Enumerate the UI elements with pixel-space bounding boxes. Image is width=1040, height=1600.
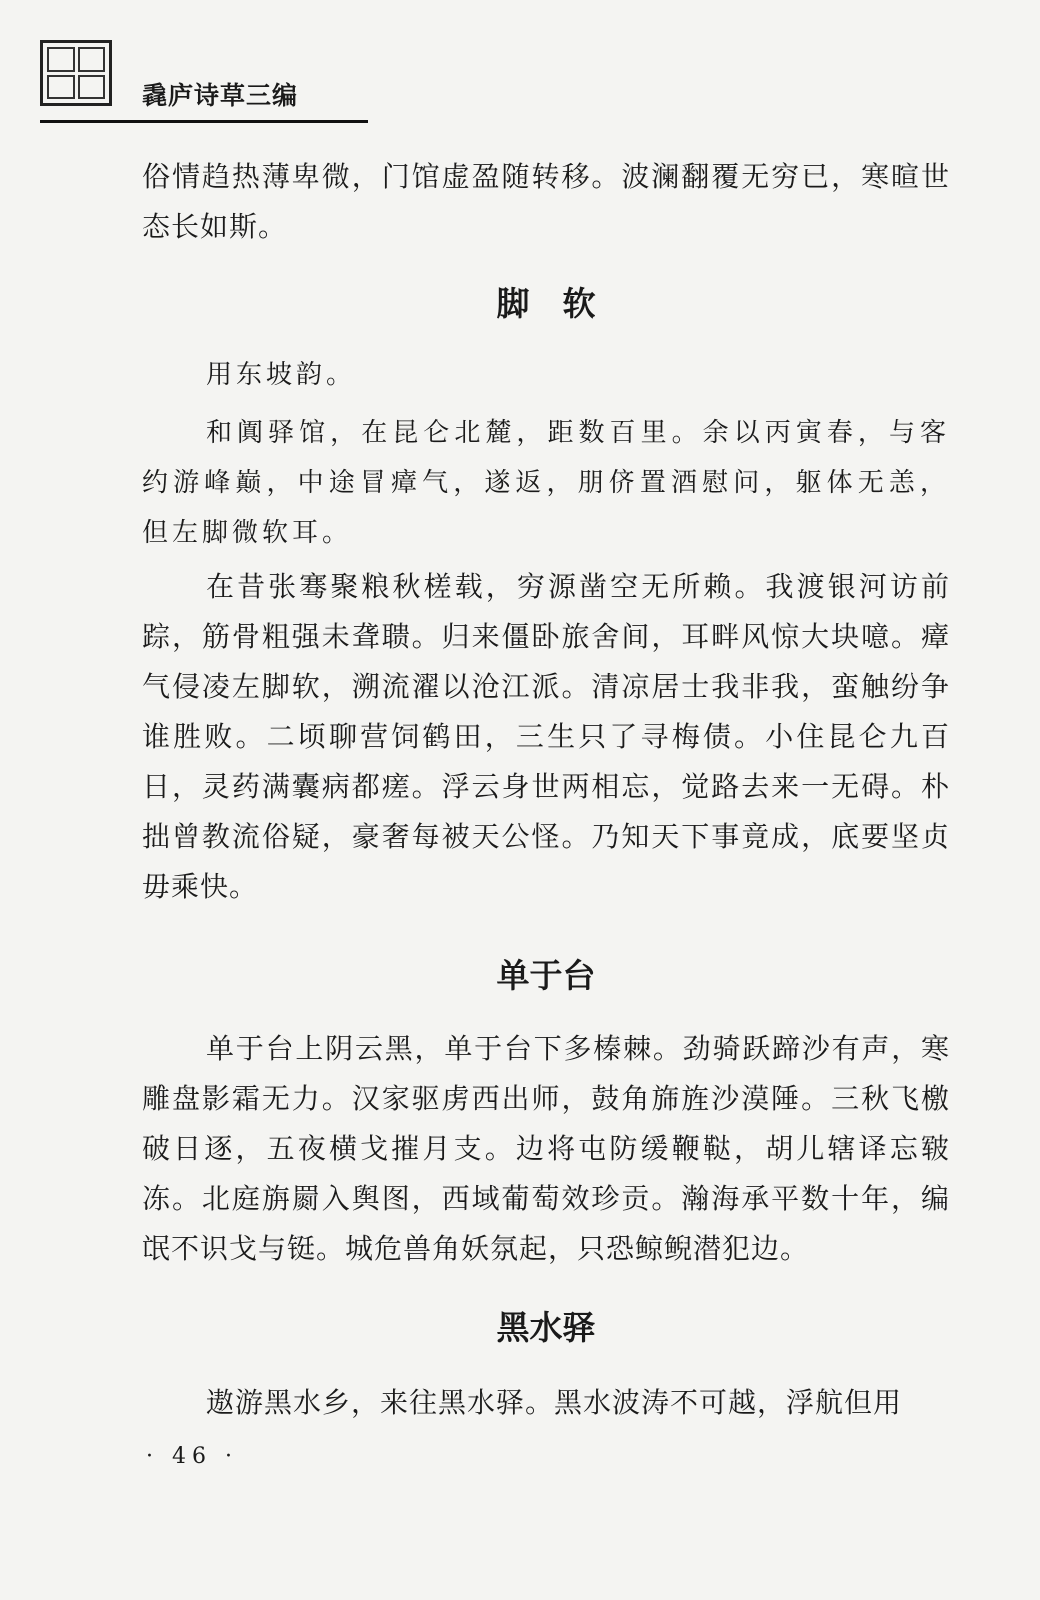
poem-title-chanyutai: 单于台 xyxy=(496,956,596,995)
poem-text-jiaoruan: 在昔张骞聚粮秋槎载，穷源凿空无所赖。我渡银河访前踪，筋骨粗强未聋聩。归来僵卧旅舍间，耳畔风惊大块噫。瘴气侵凌左脚软，溯流濯以沧江派。清凉居士我非我，蛮触纷争谁胜败。二顷聊营饲鹤田，三生只了寻梅债。小住昆仑九百日，灵药满囊病都瘥。浮云身世两相忘，觉路去来一无碍。朴拙曾教流俗疑，豪奢每被天公怪。乃知天下事竟成，底要坚贞毋乘快。 xyxy=(142,570,950,903)
running-header-title: 毳庐诗草三编 xyxy=(142,81,299,110)
seal-logo xyxy=(40,40,112,106)
continuation-paragraph: 俗情趋热薄卑微，门馆虚盈随转移。波澜翻覆无穷已，寒暄世态长如斯。 xyxy=(142,160,950,243)
poem-text-heishuiyi: 遨游黑水乡，来往黑水驿。黑水波涛不可越，浮航但用 xyxy=(206,1386,903,1419)
poem-title-jiaoruan: 脚 软 xyxy=(496,284,596,323)
poem-text-chanyutai: 单于台上阴云黑，单于台下多榛棘。劲骑跃蹄沙有声，寒雕盘影霜无力。汉家驱虏西出师，鼓角旆旌沙漠陲。三秋飞檄破日逐，五夜横戈摧月支。边将屯防缓鞭鞑，胡儿辖译忘皲冻。北庭旃罽入舆图，西域葡萄效珍贡。瀚海承平数十年，编氓不识戈与铤。城危兽角妖氛起，只恐鲸鲵潜犯边。 xyxy=(142,1032,950,1265)
poem-preface: 和阗驿馆，在昆仑北麓，距数百里。余以丙寅春，与客约游峰巅，中途冒瘴气，遂返，朋侪置酒慰问，躯体无恙，但左脚微软耳。 xyxy=(142,418,950,548)
page-number: · 46 · xyxy=(146,1444,238,1469)
poem-title-heishuiyi: 黑水驿 xyxy=(496,1308,596,1347)
poem-note: 用东坡韵。 xyxy=(206,360,357,390)
header-rule xyxy=(40,120,368,123)
